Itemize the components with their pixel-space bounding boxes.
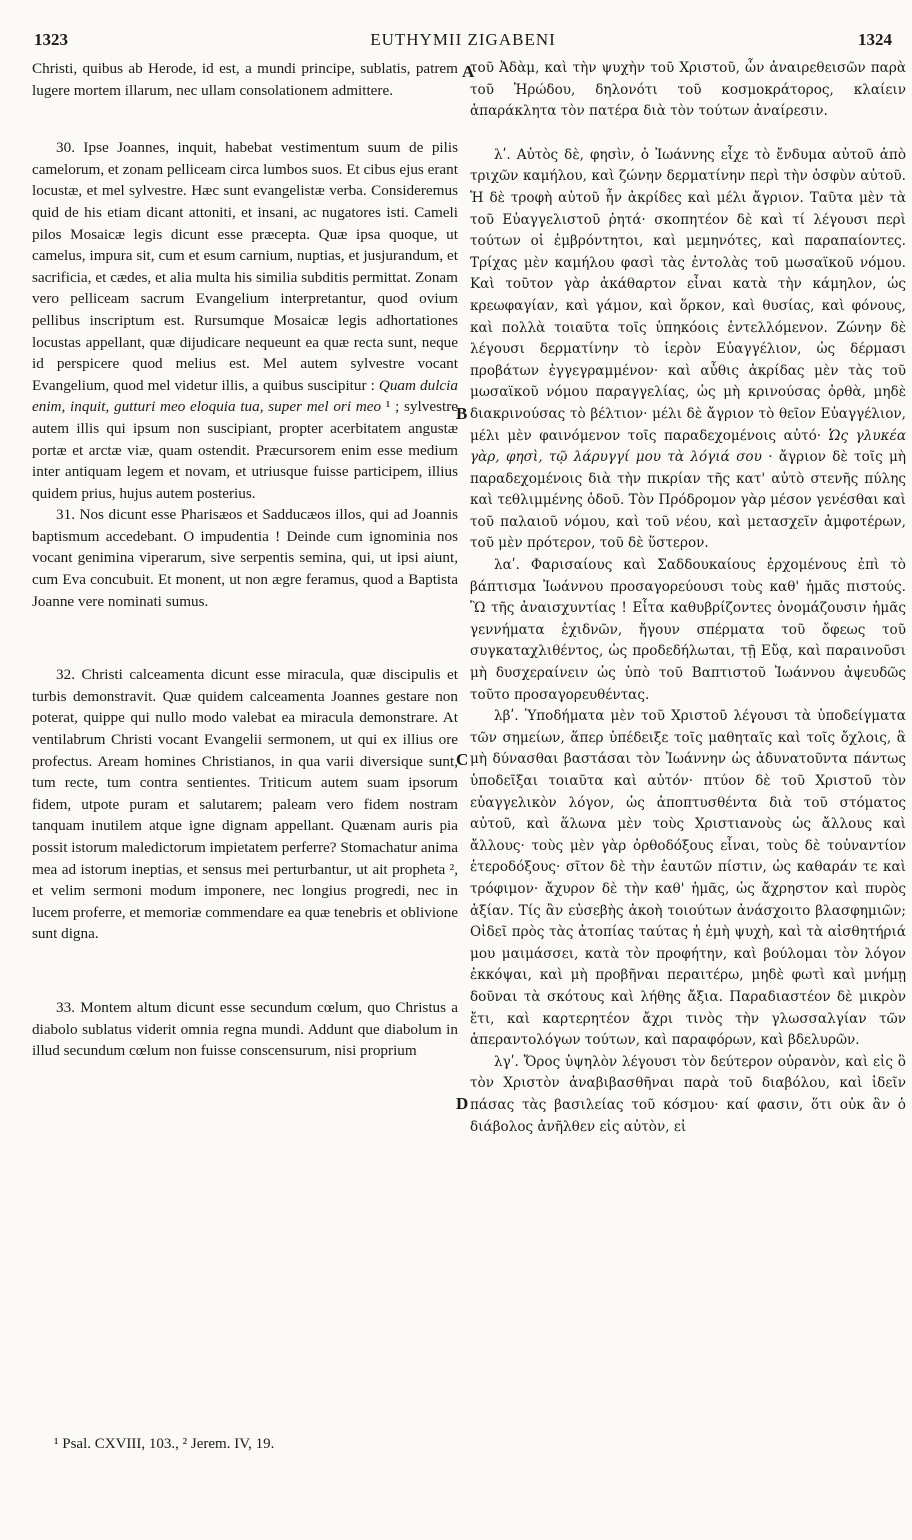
latin-column (32, 58, 458, 1062)
margin-marker-c: C (456, 750, 469, 769)
latin-paragraph-31: 31. Nos dicunt esse Pharisæos et Sadducæos illos, qui ad Joannis baptismum accedebant. O impudentia ! Deinde cum ignominia nos vocant genimina viperarum, sive serpentis semina, qui, ut ipsi aiunt, cum Eva concubuit. Et monent, ut non ægre feramus, quod a Baptista Joanne vere nominati sumus. (32, 506, 458, 610)
greek-paragraph-31: λαʹ. Φαρισαίους καὶ Σαδδουκαίους ἐρχομένους ἐπὶ τὸ βάπτισμα Ἰωάννου προσαγορεύουσι τοὺς καθ' ἡμᾶς πιστούς. Ὢ τῆς ἀναισχυντίας ! Εἶτα καθυβρίζοντες ὀνομάζουσιν ἡμᾶς γεννήματα ἐχιδνῶν, ἤγουν σπέρματα τοῦ ὄφεως τοῦ συγκαταχλιθέντος, ὡς προδεδήλωται, τῇ Εὔᾳ, καὶ παραινοῦσι μὴ δυσχεραίνειν ὡς ὑπὸ τοῦ Βαπτιστοῦ Ἰωάννου ἀψευδῶς τοῦτο προσαγορευθέντας. (470, 557, 906, 703)
greek-paragraph-32: λβʹ. Ὑποδήματα μὲν τοῦ Χριστοῦ λέγουσι τὰ ὑποδείγματα τῶν σημείων, ἅπερ ὑπέδειξε τοῖς μαθηταῖς καὶ τοῖς ὄχλοις, ἃ μὴ δύνασθαι βαστάσαι τὸν Ἰωάννην ὡς ἀδυνατοῦντα πάντως ὑποδεῖξαι τοιαῦτα καὶ αὐτόν· πτύον δὲ τοῦ Χριστοῦ τὸν εὐαγγελικὸν λόγον, ὡς ἀποπτυσθέντα διὰ τοῦ στόματος αὐτοῦ, καὶ ἅλωνα μὲν τοὺς Χριστιανοὺς ὡς ἄλλους καὶ ἄλλους· τοὺς μὲν γὰρ ὀρθοδόξους εἶναι, τοὺς δὲ τοὐναντίον ἑτεροδόξους· σῖτον δὲ τὴν ἑαυτῶν πίστιν, ὡς καθαράν τε καὶ τρόφιμον· ἄχυρον δὲ τὴν καθ' ἡμᾶς, ὡς ἄχρηστον καὶ πυρὸς ἀξίαν. Τίς ἂν εὐσεβὴς ἀκοὴ τοιούτων ἀνάσχοιτο βλασφημιῶν; Οἰδεῖ πρὸς τὰς ἀτοπίας ταύτας ἡ ἐμὴ ψυχὴ, καὶ τὰ αἰσθητήριά μου μαιμάσσει, κατὰ τὸν προφήτην, καὶ βούλομαι τὸν λόγον ἐκκόψαι, καὶ μὴ προβῆναι περαιτέρω, μηδὲ φωτὶ καὶ μνήμῃ δοῦναι τὰ σκότους καὶ λήθης ἄξια. Παραδιαστέον δὲ μικρὸν ἔτι, καὶ καρτερητέον ἄχρι τινὸς τὴν γλωσσαλγίαν τῶν ἀπεραντολόγων τούτων, καὶ παραφόρων, καὶ βδελυρῶν. (470, 708, 906, 1049)
greek-paragraph-30: λʹ. Αὐτὸς δὲ, φησὶν, ὁ Ἰωάννης εἶχε τὸ ἔνδυμα αὐτοῦ ἀπὸ τριχῶν καμήλου, καὶ ζώνην δερματίνην περὶ τὴν ὀσφὺν αὐτοῦ. Ἡ δὲ τροφὴ αὐτοῦ ἦν ἀκρίδες καὶ μέλι ἄγριον. Ταῦτα μὲν τὰ τοῦ Εὐαγγελιστοῦ ῥητά· σκοπητέον δὲ καὶ τί λέγουσι περὶ τούτων οἱ ἐμβρόντητοι, καὶ μεμηνότες, καὶ παραπαίοντες. Τρίχας μὲν καμήλου φασὶ τὰς ἐντολὰς τοῦ μωσαϊκοῦ νόμου. Καὶ τοῦτον γὰρ ἀκάθαρτον εἶναι κατὰ τὴν κάμηλον, ὡς κρεωφαγίαν, καὶ γάμον, καὶ ὅρκον, καὶ θυσίας, καὶ φόνους, καὶ πολλὰ τοιαῦτα τοῖς ὑπηκόοις ἐντελλόμενον. Ζώνην δὲ λέγουσι δερματίνην τὸ ἱερὸν Εὐαγγέλιον, ὡς δέρμασι προβάτων ἐγγεγραμμένον· καὶ αὖθις ἀκρίδας μὲν τὰς τοῦ μωσαϊκοῦ νόμου παραγγελίας, ὡς μὴ κρινούσας ὀρθὰ, μηδὲ διακρινούσας τὸ βέλτιον· μέλι δὲ ἄγριον τὸ θεῖον Εὐαγγέλιον, μέλι μὲν φαινόμενον τοῖς παραδεχομένοις αὐτό· Ὡς γλυκέα γὰρ, φησὶ, τῷ λάρυγγί μου τὰ λόγιά σου · ἄγριον δὲ τοῖς μὴ παραδεχομένοις διὰ τὴν πικρίαν τῆς κατ' αὐτὸ στενῆς πύλης καὶ τεθλιμμένης ὁδοῦ. Τὸν Πρόδρομον γὰρ μέσον γενέσθαι καὶ τοῦ παλαιοῦ νόμου, καὶ τοῦ νέου, καὶ μετασχεῖν ἀμφοτέρων, τοῦ μὲν πρότερον, τοῦ δὲ ὕστερον. (470, 146, 907, 552)
margin-marker-d: D (456, 1094, 469, 1113)
page-number-right: 1324 (858, 30, 892, 49)
latin-paragraph-continuation: Christi, quibus ab Herode, id est, a mundi principe, sublatis, patrem lugere mortem illarum, nec ullam consolationem admittere. (32, 60, 458, 99)
latin-paragraph-33: 33. Montem altum dicunt esse secundum cœlum, quo Christus a diabolo sublatus viderit omnia regna mundi. Addunt que diabolum in illud secundum cœlum non fuisse conscensurum, nisi proprium (32, 998, 458, 1060)
greek-column (470, 58, 906, 1138)
greek-paragraph-33: λγʹ. Ὄρος ὑψηλὸν λέγουσι τὸν δεύτερον οὐρανὸν, καὶ εἰς ὃ τὸν Χριστὸν ἀναβιβασθῆναι παρὰ τοῦ διαβόλου, καὶ ἰδεῖν πάσας τὰς βασιλείας τοῦ κόσμου· καί φασιν, ὅτι οὐκ ἂν ὁ διάβολος ἀνῆλθεν εἰς αὐτὸν, εἰ (470, 1053, 906, 1135)
latin-paragraph-32: 32. Christi calceamenta dicunt esse miracula, quæ discipulis et turbis demonstravit. Quæ quidem calceamenta Joannes gestare non poterat, quippe qui nullo modo valebat ea miracula demonstrare. At ventilabrum Christi vocant Evangelii sermonem, ut qui ex illius ore profectus. Aream homines Christianos, in qua varii diversique sunt, tum recte, tum contra sentientes. Triticum autem suam ipsorum fidem, utpote puram et salutarem; paleam vero fidem nostram tanquam inutilem atque igne dignam appellant. Quænam auris pia possit istorum maledictorum impietatem perferre? Stomachatur anima mea ad istorum ineptias, et sensus mei perturbantur, ut ait propheta ², et velim sermoni modum imponere, nec longius progredi, nec in lucem proferre, et memoriæ commendare ea quæ tenebris et oblivione sunt digna. (32, 666, 458, 943)
margin-marker-a: A (462, 62, 475, 81)
latin-paragraph-30: 30. Ipse Joannes, inquit, habebat vestimentum suum de pilis camelorum, et zonam pelliceam circa lumbos suos. Et cibus ejus erant locustæ, et mel sylvestre. Hæc sunt evangelistæ verba. Consideremus quid de his etiam dicant attoniti, et insani, ac nugatores isti. Cameli pilos Mosaicæ legis dicunt esse præcepta. Quæ ipsa quoque, ut camelus, impura sit, cum et esum carnium, nuptias, et jusjurandum, et sacrificia, et cædes, et alia multa his similia subditis permittat. Zonam vero pelliceam sacrum Evangelium interpretantur, quod ovium pellibus inscriptum est. Rursumque Mosaicæ legis adhortationes locustas appellant, quæ dijudicare nequeunt ea quæ recta sunt, neque id perspicere quod melius est. Mel autem sylvestre vocant Evangelium, quod mel videtur illis, a quibus suscipitur : Quam dulcia enim, inquit, gutturi meo eloquia tua, super mel ori meo ¹ ; sylvestre autem illis qui ipsum non suscipiant, propter acerbitatem angustæ portæ et arctæ viæ, quam ostendit. Præcursorem enim esse medium inter antiquam legem et novam, et utriusque fuisse participem, illius quidem prius, hujus autem posterius. (32, 139, 458, 502)
latin-quote: Quam dulcia enim, inquit, gutturi meo eloquia tua, super mel ori meo (32, 376, 458, 416)
footnote-ref-1: ¹ ; (381, 398, 400, 416)
greek-paragraph-continuation: τοῦ Ἀδὰμ, καὶ τὴν ψυχὴν τοῦ Χριστοῦ, ὧν ἀναιρεθεισῶν παρὰ τοῦ Ἡρώδου, δηλονότι τοῦ κοσμοκράτορος, κλαίειν ἀπαράκλητα τὸν πατέρα διὰ τὸν τούτων ἀναίρεσιν. (470, 60, 906, 120)
margin-marker-b: B (456, 404, 468, 423)
running-title: EUTHYMII ZIGABENI (370, 30, 556, 49)
footnotes: ¹ Psal. CXVIII, 103., ² Jerem. IV, 19. (54, 1436, 275, 1452)
greek-quote: Ὡς γλυκέα γὰρ, φησὶ, τῷ λάρυγγί μου τὰ λόγιά σου (470, 427, 906, 466)
page-header (34, 30, 892, 54)
page-number-left: 1323 (34, 30, 68, 49)
